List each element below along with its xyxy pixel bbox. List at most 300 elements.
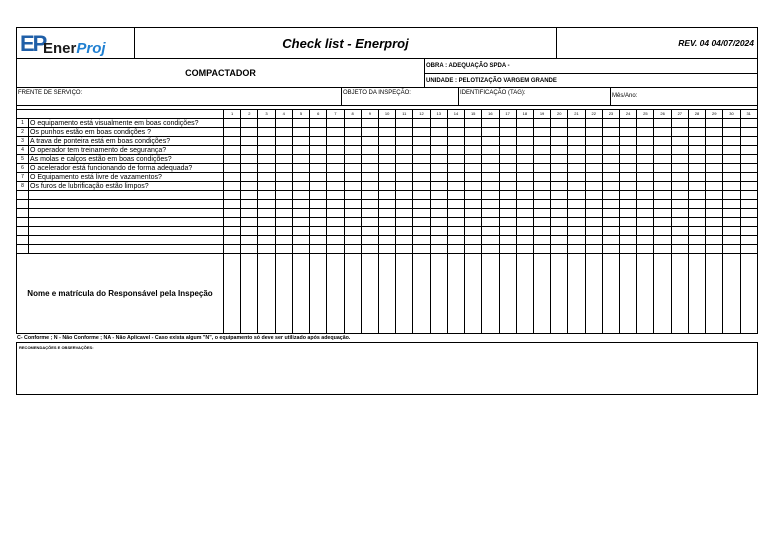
check-cell[interactable] (241, 146, 258, 154)
check-cell[interactable] (241, 155, 258, 163)
check-cell[interactable] (431, 209, 448, 217)
check-cell[interactable] (465, 173, 482, 181)
check-cell[interactable] (379, 200, 396, 208)
signature-cell[interactable] (258, 254, 275, 333)
check-cell[interactable] (500, 200, 517, 208)
check-cell[interactable] (603, 128, 620, 136)
check-cell[interactable] (637, 119, 654, 127)
check-cell[interactable] (534, 128, 551, 136)
frente-servico-field[interactable]: FRENTE DE SERVIÇO: (17, 88, 342, 105)
check-cell[interactable] (224, 245, 241, 253)
check-cell[interactable] (741, 164, 757, 172)
check-cell[interactable] (517, 218, 534, 226)
check-cell[interactable] (620, 227, 637, 235)
signature-cell[interactable] (568, 254, 585, 333)
check-cell[interactable] (345, 227, 362, 235)
check-cell[interactable] (620, 182, 637, 190)
check-cell[interactable] (500, 119, 517, 127)
check-cell[interactable] (654, 200, 671, 208)
check-cell[interactable] (551, 164, 568, 172)
check-cell[interactable] (327, 182, 344, 190)
check-cell[interactable] (345, 209, 362, 217)
check-cell[interactable] (431, 146, 448, 154)
check-cell[interactable] (534, 173, 551, 181)
check-cell[interactable] (723, 200, 740, 208)
check-cell[interactable] (431, 164, 448, 172)
check-cell[interactable] (500, 128, 517, 136)
check-cell[interactable] (586, 200, 603, 208)
check-cell[interactable] (224, 182, 241, 190)
check-cell[interactable] (568, 173, 585, 181)
check-cell[interactable] (620, 200, 637, 208)
check-cell[interactable] (568, 137, 585, 145)
check-cell[interactable] (586, 182, 603, 190)
check-cell[interactable] (293, 182, 310, 190)
check-cell[interactable] (241, 200, 258, 208)
check-cell[interactable] (551, 128, 568, 136)
check-cell[interactable] (534, 191, 551, 199)
check-cell[interactable] (241, 245, 258, 253)
check-cell[interactable] (534, 146, 551, 154)
check-cell[interactable] (241, 128, 258, 136)
check-cell[interactable] (448, 236, 465, 244)
check-cell[interactable] (517, 146, 534, 154)
check-cell[interactable] (327, 245, 344, 253)
check-cell[interactable] (500, 164, 517, 172)
check-cell[interactable] (689, 209, 706, 217)
check-cell[interactable] (379, 191, 396, 199)
objeto-inspecao-field[interactable]: OBJETO DA INSPEÇÃO: (342, 88, 459, 105)
check-cell[interactable] (586, 236, 603, 244)
check-cell[interactable] (517, 236, 534, 244)
check-cell[interactable] (723, 182, 740, 190)
signature-cell[interactable] (689, 254, 706, 333)
check-cell[interactable] (241, 191, 258, 199)
check-cell[interactable] (620, 146, 637, 154)
check-cell[interactable] (517, 191, 534, 199)
check-cell[interactable] (551, 245, 568, 253)
check-cell[interactable] (448, 218, 465, 226)
check-cell[interactable] (672, 218, 689, 226)
check-cell[interactable] (551, 227, 568, 235)
check-cell[interactable] (448, 191, 465, 199)
check-cell[interactable] (241, 119, 258, 127)
check-cell[interactable] (465, 146, 482, 154)
check-cell[interactable] (551, 119, 568, 127)
check-cell[interactable] (517, 209, 534, 217)
check-cell[interactable] (603, 137, 620, 145)
check-cell[interactable] (241, 137, 258, 145)
check-cell[interactable] (362, 137, 379, 145)
check-cell[interactable] (500, 155, 517, 163)
check-cell[interactable] (620, 191, 637, 199)
check-cell[interactable] (362, 218, 379, 226)
check-cell[interactable] (534, 155, 551, 163)
check-cell[interactable] (327, 155, 344, 163)
check-cell[interactable] (586, 164, 603, 172)
check-cell[interactable] (603, 245, 620, 253)
check-cell[interactable] (413, 218, 430, 226)
signature-cell[interactable] (603, 254, 620, 333)
check-cell[interactable] (620, 164, 637, 172)
check-cell[interactable] (672, 209, 689, 217)
check-cell[interactable] (534, 236, 551, 244)
check-cell[interactable] (241, 182, 258, 190)
check-cell[interactable] (706, 227, 723, 235)
check-cell[interactable] (431, 227, 448, 235)
check-cell[interactable] (620, 137, 637, 145)
check-cell[interactable] (568, 200, 585, 208)
signature-cell[interactable] (534, 254, 551, 333)
check-cell[interactable] (448, 245, 465, 253)
check-cell[interactable] (310, 173, 327, 181)
check-cell[interactable] (431, 155, 448, 163)
check-cell[interactable] (689, 155, 706, 163)
check-cell[interactable] (413, 191, 430, 199)
check-cell[interactable] (741, 155, 757, 163)
check-cell[interactable] (603, 182, 620, 190)
check-cell[interactable] (534, 218, 551, 226)
signature-cell[interactable] (672, 254, 689, 333)
signature-cell[interactable] (276, 254, 293, 333)
check-cell[interactable] (741, 128, 757, 136)
check-cell[interactable] (654, 155, 671, 163)
check-cell[interactable] (241, 209, 258, 217)
signature-cell[interactable] (224, 254, 241, 333)
check-cell[interactable] (482, 173, 499, 181)
check-cell[interactable] (500, 209, 517, 217)
check-cell[interactable] (654, 164, 671, 172)
check-cell[interactable] (517, 173, 534, 181)
check-cell[interactable] (465, 119, 482, 127)
check-cell[interactable] (482, 236, 499, 244)
check-cell[interactable] (276, 200, 293, 208)
check-cell[interactable] (620, 209, 637, 217)
check-cell[interactable] (413, 173, 430, 181)
check-cell[interactable] (672, 155, 689, 163)
check-cell[interactable] (723, 155, 740, 163)
check-cell[interactable] (224, 200, 241, 208)
check-cell[interactable] (689, 137, 706, 145)
signature-cell[interactable] (741, 254, 757, 333)
check-cell[interactable] (672, 245, 689, 253)
check-cell[interactable] (534, 245, 551, 253)
check-cell[interactable] (276, 182, 293, 190)
check-cell[interactable] (672, 137, 689, 145)
check-cell[interactable] (258, 227, 275, 235)
check-cell[interactable] (310, 245, 327, 253)
signature-cell[interactable] (723, 254, 740, 333)
check-cell[interactable] (500, 146, 517, 154)
check-cell[interactable] (517, 182, 534, 190)
check-cell[interactable] (413, 164, 430, 172)
check-cell[interactable] (276, 209, 293, 217)
check-cell[interactable] (517, 200, 534, 208)
check-cell[interactable] (327, 209, 344, 217)
check-cell[interactable] (224, 227, 241, 235)
signature-cell[interactable] (551, 254, 568, 333)
check-cell[interactable] (258, 209, 275, 217)
check-cell[interactable] (431, 191, 448, 199)
check-cell[interactable] (224, 191, 241, 199)
check-cell[interactable] (448, 119, 465, 127)
check-cell[interactable] (465, 164, 482, 172)
check-cell[interactable] (706, 236, 723, 244)
signature-cell[interactable] (293, 254, 310, 333)
check-cell[interactable] (465, 200, 482, 208)
check-cell[interactable] (345, 182, 362, 190)
check-cell[interactable] (310, 218, 327, 226)
check-cell[interactable] (258, 182, 275, 190)
check-cell[interactable] (413, 146, 430, 154)
check-cell[interactable] (345, 245, 362, 253)
identificacao-tag-field[interactable]: IDENTIFICAÇÃO (TAG): (459, 88, 611, 105)
check-cell[interactable] (741, 218, 757, 226)
check-cell[interactable] (345, 146, 362, 154)
check-cell[interactable] (413, 227, 430, 235)
check-cell[interactable] (431, 218, 448, 226)
check-cell[interactable] (568, 119, 585, 127)
check-cell[interactable] (345, 137, 362, 145)
check-cell[interactable] (482, 119, 499, 127)
signature-cell[interactable] (620, 254, 637, 333)
check-cell[interactable] (637, 182, 654, 190)
check-cell[interactable] (276, 164, 293, 172)
check-cell[interactable] (293, 236, 310, 244)
check-cell[interactable] (741, 137, 757, 145)
signature-cell[interactable] (327, 254, 344, 333)
check-cell[interactable] (413, 182, 430, 190)
check-cell[interactable] (396, 173, 413, 181)
check-cell[interactable] (706, 191, 723, 199)
check-cell[interactable] (620, 236, 637, 244)
check-cell[interactable] (276, 119, 293, 127)
check-cell[interactable] (224, 173, 241, 181)
check-cell[interactable] (327, 173, 344, 181)
check-cell[interactable] (327, 119, 344, 127)
check-cell[interactable] (241, 218, 258, 226)
check-cell[interactable] (276, 128, 293, 136)
check-cell[interactable] (310, 155, 327, 163)
check-cell[interactable] (310, 164, 327, 172)
check-cell[interactable] (258, 128, 275, 136)
check-cell[interactable] (258, 146, 275, 154)
check-cell[interactable] (431, 182, 448, 190)
check-cell[interactable] (258, 200, 275, 208)
check-cell[interactable] (654, 119, 671, 127)
check-cell[interactable] (603, 164, 620, 172)
check-cell[interactable] (276, 191, 293, 199)
check-cell[interactable] (258, 173, 275, 181)
check-cell[interactable] (293, 164, 310, 172)
check-cell[interactable] (672, 182, 689, 190)
check-cell[interactable] (620, 128, 637, 136)
check-cell[interactable] (689, 227, 706, 235)
check-cell[interactable] (672, 164, 689, 172)
check-cell[interactable] (741, 146, 757, 154)
check-cell[interactable] (258, 191, 275, 199)
check-cell[interactable] (465, 209, 482, 217)
check-cell[interactable] (534, 209, 551, 217)
check-cell[interactable] (689, 236, 706, 244)
check-cell[interactable] (603, 209, 620, 217)
check-cell[interactable] (586, 137, 603, 145)
check-cell[interactable] (672, 146, 689, 154)
check-cell[interactable] (706, 209, 723, 217)
check-cell[interactable] (741, 182, 757, 190)
check-cell[interactable] (741, 209, 757, 217)
check-cell[interactable] (654, 218, 671, 226)
check-cell[interactable] (482, 245, 499, 253)
check-cell[interactable] (637, 209, 654, 217)
check-cell[interactable] (482, 218, 499, 226)
check-cell[interactable] (603, 173, 620, 181)
check-cell[interactable] (448, 209, 465, 217)
check-cell[interactable] (482, 137, 499, 145)
check-cell[interactable] (293, 209, 310, 217)
check-cell[interactable] (586, 128, 603, 136)
check-cell[interactable] (706, 119, 723, 127)
check-cell[interactable] (362, 164, 379, 172)
check-cell[interactable] (672, 173, 689, 181)
check-cell[interactable] (293, 218, 310, 226)
check-cell[interactable] (568, 236, 585, 244)
check-cell[interactable] (310, 191, 327, 199)
check-cell[interactable] (586, 191, 603, 199)
check-cell[interactable] (500, 245, 517, 253)
check-cell[interactable] (310, 200, 327, 208)
check-cell[interactable] (637, 191, 654, 199)
check-cell[interactable] (568, 191, 585, 199)
signature-cell[interactable] (500, 254, 517, 333)
check-cell[interactable] (723, 137, 740, 145)
check-cell[interactable] (723, 146, 740, 154)
check-cell[interactable] (689, 191, 706, 199)
check-cell[interactable] (413, 245, 430, 253)
mes-ano-field[interactable]: Mês/Ano: (612, 93, 638, 99)
check-cell[interactable] (517, 137, 534, 145)
check-cell[interactable] (327, 227, 344, 235)
check-cell[interactable] (276, 173, 293, 181)
check-cell[interactable] (379, 128, 396, 136)
check-cell[interactable] (379, 245, 396, 253)
signature-cell[interactable] (241, 254, 258, 333)
check-cell[interactable] (568, 128, 585, 136)
check-cell[interactable] (603, 200, 620, 208)
check-cell[interactable] (327, 164, 344, 172)
check-cell[interactable] (396, 137, 413, 145)
check-cell[interactable] (534, 164, 551, 172)
check-cell[interactable] (706, 146, 723, 154)
check-cell[interactable] (241, 227, 258, 235)
check-cell[interactable] (603, 146, 620, 154)
signature-cell[interactable] (431, 254, 448, 333)
check-cell[interactable] (379, 164, 396, 172)
check-cell[interactable] (689, 200, 706, 208)
check-cell[interactable] (637, 146, 654, 154)
check-cell[interactable] (482, 209, 499, 217)
check-cell[interactable] (723, 173, 740, 181)
check-cell[interactable] (706, 164, 723, 172)
check-cell[interactable] (379, 119, 396, 127)
check-cell[interactable] (396, 155, 413, 163)
check-cell[interactable] (723, 191, 740, 199)
check-cell[interactable] (345, 191, 362, 199)
check-cell[interactable] (362, 236, 379, 244)
check-cell[interactable] (654, 182, 671, 190)
check-cell[interactable] (689, 182, 706, 190)
check-cell[interactable] (413, 128, 430, 136)
signature-cell[interactable] (413, 254, 430, 333)
check-cell[interactable] (723, 119, 740, 127)
check-cell[interactable] (379, 227, 396, 235)
check-cell[interactable] (706, 173, 723, 181)
check-cell[interactable] (551, 218, 568, 226)
check-cell[interactable] (327, 191, 344, 199)
check-cell[interactable] (258, 137, 275, 145)
check-cell[interactable] (517, 164, 534, 172)
check-cell[interactable] (293, 128, 310, 136)
check-cell[interactable] (293, 173, 310, 181)
check-cell[interactable] (654, 137, 671, 145)
check-cell[interactable] (568, 155, 585, 163)
check-cell[interactable] (706, 200, 723, 208)
check-cell[interactable] (396, 218, 413, 226)
check-cell[interactable] (413, 155, 430, 163)
check-cell[interactable] (293, 119, 310, 127)
check-cell[interactable] (396, 164, 413, 172)
check-cell[interactable] (465, 218, 482, 226)
check-cell[interactable] (654, 209, 671, 217)
check-cell[interactable] (276, 218, 293, 226)
signature-cell[interactable] (379, 254, 396, 333)
check-cell[interactable] (568, 245, 585, 253)
check-cell[interactable] (741, 200, 757, 208)
check-cell[interactable] (327, 218, 344, 226)
check-cell[interactable] (741, 119, 757, 127)
check-cell[interactable] (568, 218, 585, 226)
check-cell[interactable] (723, 209, 740, 217)
check-cell[interactable] (637, 164, 654, 172)
check-cell[interactable] (276, 245, 293, 253)
check-cell[interactable] (706, 245, 723, 253)
check-cell[interactable] (345, 173, 362, 181)
check-cell[interactable] (706, 128, 723, 136)
check-cell[interactable] (431, 200, 448, 208)
check-cell[interactable] (741, 245, 757, 253)
check-cell[interactable] (654, 245, 671, 253)
check-cell[interactable] (413, 209, 430, 217)
check-cell[interactable] (723, 164, 740, 172)
check-cell[interactable] (276, 137, 293, 145)
check-cell[interactable] (654, 236, 671, 244)
signature-cell[interactable] (517, 254, 534, 333)
check-cell[interactable] (396, 191, 413, 199)
check-cell[interactable] (224, 137, 241, 145)
check-cell[interactable] (482, 128, 499, 136)
check-cell[interactable] (654, 191, 671, 199)
check-cell[interactable] (672, 236, 689, 244)
check-cell[interactable] (637, 128, 654, 136)
check-cell[interactable] (637, 236, 654, 244)
check-cell[interactable] (551, 209, 568, 217)
check-cell[interactable] (637, 173, 654, 181)
check-cell[interactable] (310, 137, 327, 145)
check-cell[interactable] (345, 119, 362, 127)
check-cell[interactable] (551, 137, 568, 145)
check-cell[interactable] (362, 119, 379, 127)
check-cell[interactable] (396, 236, 413, 244)
